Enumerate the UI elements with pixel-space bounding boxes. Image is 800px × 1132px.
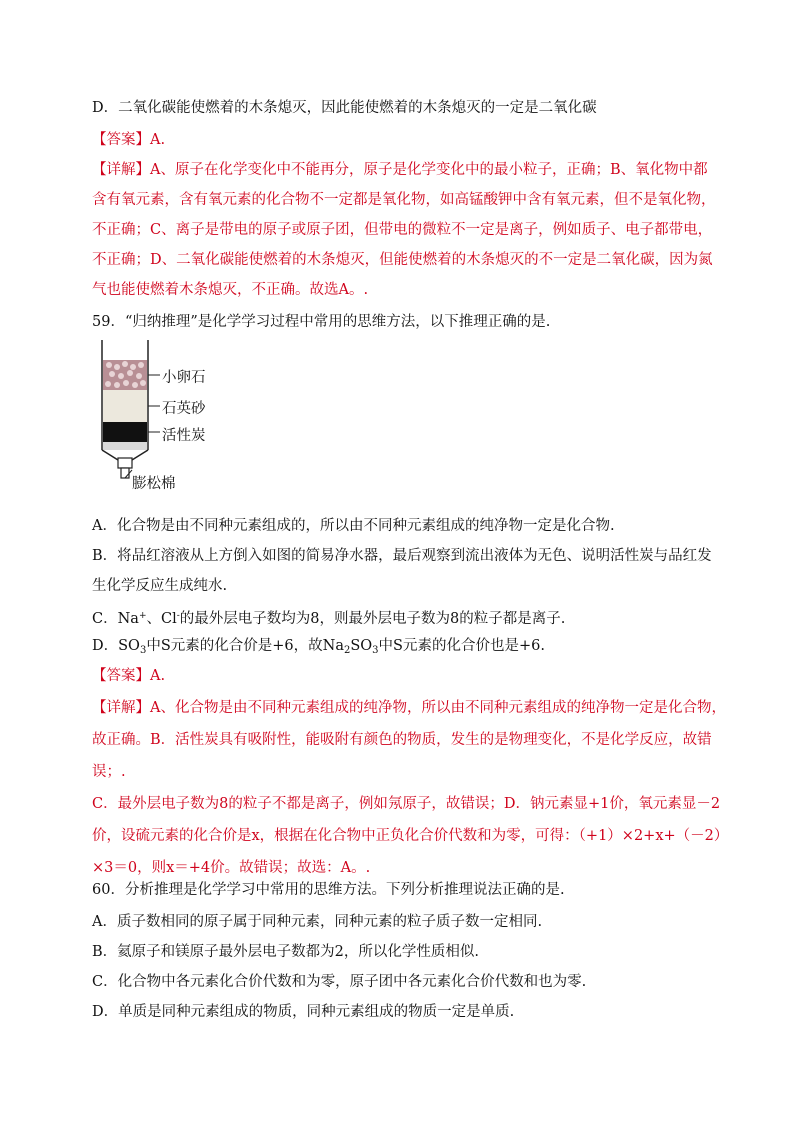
label-carbon: 活性炭 [162,428,206,444]
label-sand: 石英砂 [162,401,206,417]
sodium-charge: + [138,611,147,621]
water-purifier-figure [92,338,232,498]
q59-option-d [92,636,545,661]
q60-option-a: A．质子数相同的原子属于同种元素，同种元素的粒子质子数一定相同. [92,914,543,930]
q60-option-d: D．单质是同种元素组成的物质，同种元素组成的物质一定是单质. [92,1004,515,1020]
q59-explain-line-4: C．最外层电子数为8的粒子不都是离子，例如氖原子，故错误；D．钠元素显+1价，氧元素显－2 [92,796,721,812]
option-d-end: 中S元素的化合价也是+6. [378,638,545,654]
q60-stem: 60．分析推理是化学学习中常用的思维方法。下列分析推理说法正确的是. [92,882,565,898]
q59-answer: 【答案】A. [92,668,166,684]
q60-option-c: C．化合物中各元素化合价代数和为零，原子团中各元素化合价代数和也为零. [92,974,587,990]
so3-subscript-2: 3 [372,645,379,656]
carbon-layer [103,422,147,442]
q59-stem: 59．“归纳推理”是化学学习过程中常用的思维方法，以下推理正确的是. [92,314,551,330]
q59-explain-line-6: ×3＝0，则x＝+4价。故错误；故选：A。. [92,860,371,876]
cotton-layer [103,442,147,450]
q58-explain-line-2: 含有氧元素，含有氧元素的化合物不一定都是氧化物，如高锰酸钾中含有氧元素，但不是氧化物， [92,192,716,208]
option-d-mid: 中S元素的化合价是+6，故Na [146,638,344,654]
q59-option-b-line-2: 生化学反应生成纯水. [92,578,228,594]
q59-option-a: A．化合物是由不同种元素组成的，所以由不同种元素组成的纯净物一定是化合物. [92,518,615,534]
so3-subscript: 3 [139,645,147,656]
option-c-prefix: C． [92,611,118,627]
q58-answer: 【答案】A. [92,132,166,148]
q59-explain-line-1: 【详解】A、化合物是由不同种元素组成的纯净物，所以由不同种元素组成的纯净物一定是化合物， [92,700,726,716]
q59-option-b-line-1: B．将品红溶液从上方倒入如图的简易净水器，最后观察到流出液体为无色、说明活性炭与品红发 [92,548,712,564]
q58-option-d: D．二氧化碳能使燃着的木条熄灭，因此能使燃着的木条熄灭的一定是二氧化碳 [92,100,597,116]
option-c-text: 的最外层电子数均为8，则最外层电子数为8的粒子都是离子. [179,611,566,627]
q59-explain-line-2: 故正确。B．活性炭具有吸附性，能吸附有颜色的物质，发生的是物理变化，不是化学反应，故错 [92,732,712,748]
label-cotton: 膨松棉 [132,476,176,492]
label-pebbles: 小卵石 [162,370,206,386]
q59-option-c [92,606,565,629]
na2-subscript: 2 [343,645,351,656]
q58-explain-line-5: 气也能使燃着木条熄灭，不正确。故选A。. [92,282,369,298]
q58-explain-line-4: 不正确；D、二氧化碳能使燃着的木条熄灭，但能使燃着的木条熄灭的不一定是二氧化碳，因为氮 [92,252,713,268]
q60-option-b: B．氦原子和镁原子最外层电子数都为2，所以化学性质相似. [92,944,479,960]
q59-explain-line-5: 价，设硫元素的化合价是x，根据在化合物中正负化合价代数和为零，可得：（+1）×2+x+（－2） [92,828,729,844]
q59-explain-line-3: 误；. [92,764,126,780]
q58-explain-line-3: 不正确；C、离子是带电的原子或原子团，但带电的微粒不一定是离子，例如质子、电子都带电， [92,222,713,238]
sodium-ion: Na [117,611,139,627]
chloride-charge: - [176,611,180,621]
option-d-prefix: D．SO [92,638,140,654]
q58-explain-line-1: 【详解】A、原子在化学变化中不能再分，原子是化学变化中的最小粒子，正确；B、氧化物中都 [92,162,708,178]
sand-layer [103,390,147,422]
option-d-so: SO [350,638,373,654]
chloride-ion: 、Cl [146,611,177,627]
